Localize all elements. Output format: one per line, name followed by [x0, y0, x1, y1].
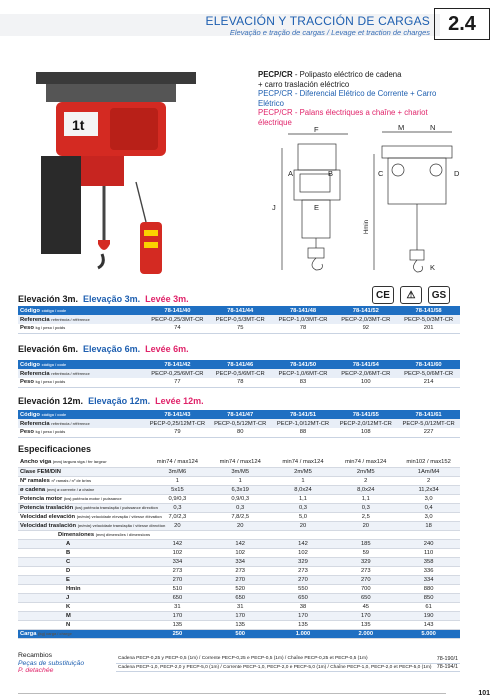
table-row: Potencia traslación (kw) potência translação / puissance direction 0,3 0,3 0,3 0,3 0,4	[18, 503, 460, 512]
table-row: Dimensiones (mm) dimensões / dimensions	[18, 530, 460, 539]
section-title-3m: Elevación 3m. Elevação 3m. Levée 3m.	[18, 294, 189, 304]
table-row: Carga (kg) carga / charge 250 500 1.000 2.000 5.000	[18, 629, 460, 638]
dim-label-d: D	[454, 169, 460, 178]
table-row: Referencia referência / référence PECP-0,25/3MT-CR PECP-0,5/3MT-CR PECP-1,0/3MT-CR PECP-2,0/3MT-CR PECP-5,0/3MT-CR	[18, 315, 460, 324]
table-row: Peso kg / peso / poids 74 75 78 92 201	[18, 324, 460, 333]
page-title: ELEVACIÓN Y TRACCIÓN DE CARGAS	[205, 14, 430, 28]
table-row: Código código / code 78-141/40 78-141/44 78-141/48 78-141/52 78-141/58	[18, 306, 460, 315]
specs-table	[18, 458, 460, 639]
specs-title: Especificaciones	[18, 444, 92, 454]
hoist-capacity-label: 1t	[72, 117, 85, 133]
table-row: C 334 334 329 329 358	[18, 557, 460, 566]
dim-label-k: K	[430, 263, 436, 272]
table-row: Peso kg / peso / poids 79 80 88 108 227	[18, 428, 460, 437]
table-row: Ancho viga (mm) largura viga / fer largeur min74 / max124 min74 / max124 min74 / max124 min74 / max124 min102 / max152	[18, 458, 460, 467]
table-row: N 135 135 135 135 143	[18, 620, 460, 629]
table-row: Hmin 510 520 550 700 880	[18, 584, 460, 593]
desc-fr: PECP/CR - Palans électriques a chaîne + chariot électrique	[258, 108, 428, 127]
table-row: Clase FEM/DIN 3m/M6 3m/M5 2m/M5 2m/M5 1Am/M4	[18, 467, 460, 476]
table-row: Velocidad traslación (m/min) velocidade translação / vitesse direction 20 20 20 20 18	[18, 521, 460, 530]
table-row: Peso kg / peso / poids 77 78 83 100 214	[18, 378, 460, 387]
dim-label-a: A	[288, 169, 294, 178]
dim-label-c: C	[378, 169, 384, 178]
dim-label-hmin: Hmin	[364, 219, 370, 234]
table-12m	[18, 410, 460, 438]
page-subtitle: Elevação e tração de cargas / Levage et traction de charges	[229, 28, 430, 37]
dim-label-j: J	[272, 203, 276, 212]
table-row: B 102 102 102 59 110	[18, 548, 460, 557]
table-row: J 650 650 650 650 850	[18, 593, 460, 602]
warning-triangle-icon: ⚠	[400, 286, 422, 304]
ce-mark-icon: CE	[372, 286, 394, 304]
table-row: E 270 270 270 270 334	[18, 575, 460, 584]
table-row: Potencia motor (kw) potência motor / puissance 0,9/0,3 0,9/0,3 1,1 1,1 3,0	[18, 494, 460, 503]
gs-mark-icon: GS	[428, 286, 450, 304]
footer-divider	[18, 693, 446, 694]
dim-label-f: F	[314, 125, 319, 134]
table-row: Código código / code 78-141/43 78-141/47 78-141/51 78-141/55 78-141/61	[18, 410, 460, 419]
table-row: A 142 142 142 185 240	[18, 539, 460, 548]
dim-label-m: M	[398, 123, 405, 132]
section-title-12m: Elevación 12m. Elevação 12m. Levée 12m.	[18, 396, 204, 406]
section-badge: 2.4	[434, 8, 490, 40]
product-description	[258, 70, 458, 128]
table-row: D 273 273 273 273 336	[18, 566, 460, 575]
desc-es-2: + carro traslación eléctrico	[258, 79, 350, 89]
dim-label-b: B	[328, 169, 334, 178]
table-row: Cadena PECP-1,0, PECP-2,0 y PECP-5,0 (1m) / Corrente PECP-1,0, PECP-2,0 e PECP-5,0 (1m) / Chaîne PECP-1,0, PECP-2,0 et PECP-5,0 (1m) 78-194/1	[118, 664, 458, 670]
dim-label-e: E	[314, 203, 320, 212]
section-title-6m: Elevación 6m. Elevação 6m. Levée 6m.	[18, 344, 189, 354]
certification-marks	[372, 286, 450, 306]
table-6m	[18, 360, 460, 388]
table-row: Referencia referência / référence PECP-0,25/12MT-CR PECP-0,5/12MT-CR PECP-1,0/12MT-CR PECP-2,0/12MT-CR PECP-5,0/12MT-CR	[18, 419, 460, 428]
spare-parts-title: Recambios Peças de substituição P. detachée	[18, 652, 85, 675]
spare-parts-table	[116, 655, 460, 672]
table-3m	[18, 306, 460, 334]
page-header	[0, 0, 496, 42]
table-row: K 31 31 38 45 61	[18, 602, 460, 611]
dim-label-n: N	[430, 123, 436, 132]
hoist-photo	[36, 72, 196, 282]
table-row: Nº ramales nº ramais / nº de brins 1 1 1 2 2	[18, 476, 460, 485]
table-row: Velocidad elevación (m/min) velocidade elevação / vitesse élévation 7,0/2,3 7,8/2,5 5,0 2,5 3,0	[18, 512, 460, 521]
dimension-drawing	[270, 123, 466, 278]
table-row: M 170 170 170 170 190	[18, 611, 460, 620]
page-number: 101	[478, 690, 490, 697]
desc-es: - Polipasto eléctrico de cadena	[292, 70, 402, 79]
table-row: Código código / code 78-141/42 78-141/46 78-141/50 78-141/54 78-141/60	[18, 360, 460, 369]
table-row: Cadena PECP-0,25 y PECP-0,5 (1m) / Corrente PECP-0,25 e PECP-0,5 (1m) / Chaîne PECP-0,25 et PECP-0,5 (1m) 78-190/1	[118, 655, 458, 662]
desc-pt: PECP/CR - Diferencial Elétrico de Corrente + Carro Elétrico	[258, 89, 437, 108]
table-row: ø cadena (mm) ø corrente / ø chaîne 5x15 6,3x19 8,0x24 8,0x24 11,2x34	[18, 485, 460, 494]
table-row: Referencia referência / référence PECP-0,25/6MT-CR PECP-0,5/6MT-CR PECP-1,0/6MT-CR PECP-2,0/6MT-CR PECP-5,0/6MT-CR	[18, 369, 460, 378]
product-code: PECP/CR	[258, 70, 293, 79]
